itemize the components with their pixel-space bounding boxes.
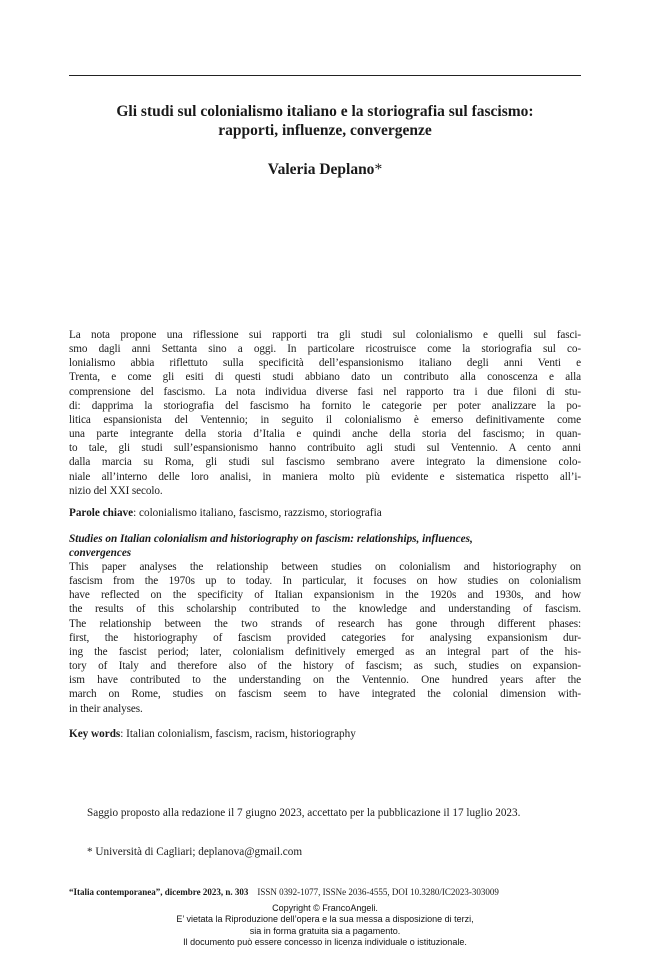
keywords-italian-label: Parole chiave [69,507,134,519]
abstract-italian-line: niale all’interno delle loro analisi, in maniera molto più evidente e sistematica rispetto all’i- [69,470,581,483]
copyright-line-1: Copyright © FrancoAngeli. [272,903,378,913]
author-name-text: Valeria Deplano [267,161,375,178]
copyright-line-4: Il documento può essere concesso in licenza individuale o istituzionale. [183,936,467,947]
abstract-italian-line: Trenta, e come gli esiti di questi studi abbiano dato un contributo alla conoscenza e alla [69,371,581,384]
affiliation-note: * Università di Cagliari; deplanova@gmail.com [87,846,303,858]
article-title-line-2: rapporti, influenze, convergenze [218,122,432,139]
article-title [69,102,581,140]
abstract-english-line: ing the fascist period; later, colonialism definitively emerged as an integral part of the his- [69,645,581,658]
abstract-italian-line: lonialismo abbia riflettuto sulla specificità dell’espansionismo italiano degli anni Venti e [69,357,581,370]
submission-note: Saggio proposto alla redazione il 7 giugno 2023, accettato per la pubblicazione il 17 luglio 2023. [87,807,521,819]
journal-identifiers: ISSN 0392-1077, ISSNe 2036-4555, DOI 10.3280/IC2023-303009 [257,887,499,897]
journal-citation: “Italia contemporanea”, dicembre 2023, n. 303 [69,887,249,897]
abstract-english-line: the results of this scholarship contributed to the knowledge and understanding of fascism. [69,603,581,616]
author-name [69,160,581,179]
abstract-english-line: The relationship between the two strands of research has gone through different phases: [69,617,581,630]
header-rule [69,75,581,76]
abstract-italian-line: una parte integrante della storia d’Italia e quindi anche della storia del fascismo; in quan- [69,428,581,441]
journal-footer [69,887,581,897]
keywords-english-values: : Italian colonialism, fascism, racism, historiography [120,728,356,740]
abstract-italian [69,328,581,498]
abstract-italian-line: dalla marcia su Roma, gli studi sul fascismo sembrano avere integrato la dimensione colo- [69,456,581,469]
copyright-line-2: E’ vietata la Riproduzione dell’opera e la sua messa a disposizione di terzi, [176,914,474,925]
keywords-italian-values: : colonialismo italiano, fascismo, razzismo, storiografia [133,507,382,519]
abstract-english [69,560,581,716]
article-title-line-1: Gli studi sul colonialismo italiano e la storiografia sul fascismo: [116,103,534,120]
abstract-italian-line: litica espansionista del Ventennio; in seguito il colonialismo è emerso definitivamente come [69,413,581,426]
keywords-english-label: Key words [69,728,121,740]
keywords-italian [69,506,581,520]
copyright-notice [0,903,650,948]
abstract-english-line: fascism from the 1970s up to today. In particular, it focuses on how studies on colonialism [69,575,581,588]
abstract-english-line: march on Rome, studies on fascism seem to have integrated the colonial dimension with- [69,688,581,701]
abstract-english-line: This paper analyses the relationship between studies on colonialism and historiography on [69,561,581,573]
abstract-italian-line: smo dagli anni Settanta sino a oggi. In particolare ricostruisce come la storiografia sul co- [69,343,581,356]
abstract-english-line: have reflected on the specificity of Italian expansionism in the 1920s and 1930s, and how [69,589,581,602]
abstract-italian-line: di: dapprima la storiografia del fascismo ha fornito le categorie per poter analizzare la po- [69,399,581,412]
abstract-english-line: tory of Italy and therefore also of the history of fascism; as such, studies on expansion- [69,660,581,673]
abstract-italian-line: La nota propone una riflessione sui rapporti tra gli studi sul colonialismo e quelli sul fasci- [69,329,581,341]
abstract-italian-line: comprensione del fascismo. La nota individua diverse fasi nel rapporto tra i due filoni di stu- [69,385,581,398]
copyright-line-3: sia in forma gratuita sia a pagamento. [249,925,401,936]
abstract-italian-line: nizio del XXI secolo. [69,484,163,497]
abstract-english-line: first, the historiography of fascism provided categories for analysing expansionism dur- [69,631,581,644]
author-footnote-mark: * [374,161,383,178]
abstract-english-line: in their analyses. [69,702,143,715]
abstract-english-line: ism have contributed to the understanding on the Ventennio. One hundred years after the [69,674,581,687]
keywords-english [69,727,581,741]
abstract-italian-line: to tale, gli studi sull’espansionismo hanno contribuito agli studi sul Ventennio. A cento anni [69,442,581,455]
abstract-english-title [69,532,581,560]
abstract-english-title-line-1: Studies on Italian colonialism and historiography on fascism: relationships, influences, [69,533,473,545]
abstract-english-title-line-2: convergences [69,547,132,560]
